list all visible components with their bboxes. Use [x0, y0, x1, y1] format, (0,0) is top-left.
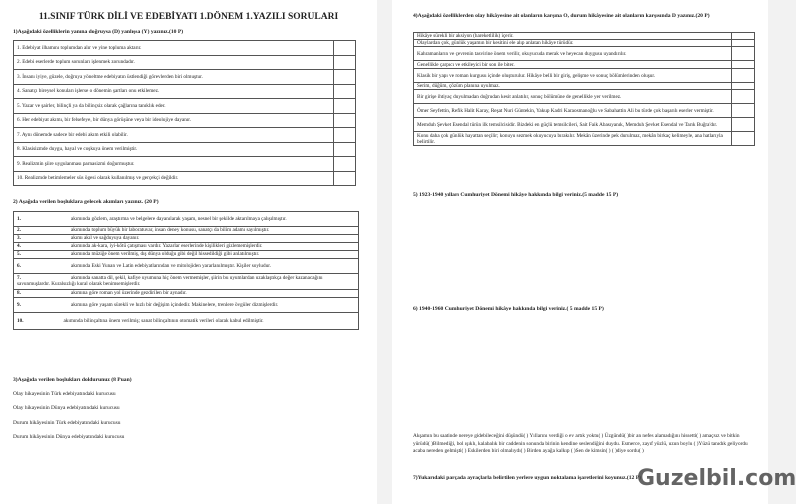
answer-cell[interactable]: [732, 132, 755, 146]
q5-heading: 5) 1923-1940 yılları Cumhuriyet Dönemi hikâye hakkında bilgi veriniz.(5 madde 15 P): [413, 192, 619, 198]
fill-blank-item[interactable]: [14, 312, 359, 329]
q3-list: [13, 391, 124, 448]
statement: Klasik bir yapı ve roman kurgusu içinde oluşturulur. Hikâye belli bir giriş, gelişme ve sonuç bölümlerinden oluşur.: [414, 69, 732, 83]
true-false-table: [13, 40, 356, 186]
item-number: 8.: [17, 290, 21, 296]
item-number: 6.: [17, 262, 21, 269]
fill-blank-item[interactable]: [14, 242, 359, 250]
answer-cell[interactable]: [334, 142, 356, 157]
statement: 7. Aynı dönemde sadece bir edebi akım etkili olabilir.: [14, 128, 334, 143]
answer-cell[interactable]: [334, 99, 356, 114]
statement: 10. Realizmde betimlemeler süs ögesi olarak kullanılmış ve gerçekçi değildir.: [14, 171, 334, 186]
answer-cell[interactable]: [334, 128, 356, 143]
fill-line: Olay hikayesinin Dünya edebiyatındaki kurucusu: [13, 405, 120, 412]
answer-cell[interactable]: [334, 70, 356, 85]
fill-line: Olay hikayesinin Türk edebiyatındaki kurucusu: [13, 391, 116, 397]
item-text: akımında ak-kara, iyi-kötü çatışması vardır. Yazarlar eserlerinde kişilikleri gizlememişlerdir.: [70, 243, 263, 249]
fill-blank-item[interactable]: [14, 297, 359, 312]
item-text: akımında bilinçaltına önem verilmiş; sanat bilinçaltının otomatik verileri olarak kabul edilmiştir.: [63, 317, 264, 324]
fill-blank-item[interactable]: [14, 250, 359, 258]
table-row: [414, 104, 755, 118]
table-row: [14, 273, 359, 289]
table-row: [414, 69, 755, 83]
table-row: [14, 242, 359, 250]
answer-cell[interactable]: [334, 84, 356, 99]
watermark-logo: Guzelbil.com: [637, 466, 796, 491]
table-row: [14, 234, 359, 242]
fill-blank-item[interactable]: [14, 258, 359, 273]
statement: Memduh Şevket Esendal türün ilk temsilcisidir. Bizdeki en güçlü temsilcileri, Sait Faik Abasıyanık, Memduh Şevket Esendal ve Tarık Buğra'dır.: [414, 118, 732, 132]
answer-cell[interactable]: [334, 55, 356, 70]
table-row: [414, 118, 755, 132]
answer-cell[interactable]: [334, 157, 356, 172]
q4-heading: 4)Aşağıdaki özelliklerden olay hikâyesine ait olanların karşına O, durum hikâyesine ait olanların karşısında D yazınız.(20 P): [413, 13, 710, 19]
item-number: 10.: [17, 317, 24, 324]
statement: 8. Klasisizmde duygu, hayal ve coşkuya önem verilmiştir.: [14, 142, 334, 157]
table-row: [14, 128, 356, 143]
item-number: 1.: [17, 215, 21, 222]
table-row: [14, 84, 356, 99]
fill-line: Durum hikâyesinin Dünya edebiyatındaki kurucusu: [13, 433, 125, 440]
answer-cell[interactable]: [732, 40, 755, 47]
answer-cell[interactable]: [732, 83, 755, 90]
statement: Kahramanların ve çevrenin tasvirine önem verilir, okuyucuda merak ve heyecan duygusu uyandırılır.: [414, 47, 732, 61]
statement: 1. Edebiyat ilhamını toplumdan alır ve yine topluma aktarır.: [14, 41, 334, 56]
answer-cell[interactable]: [334, 41, 356, 56]
table-row: [14, 70, 356, 85]
table-row: [14, 250, 359, 258]
exam-title: 11.SINIF TÜRK DİLİ VE EDEBİYATI 1.DÖNEM 1.YAZILI SORULARI: [38, 12, 339, 22]
table-row: [14, 142, 356, 157]
q7-heading: 7)Yukarıdaki parçada ayraçlarla belirtilen yerlere uygun noktalama işaretlerini koyunuz.(12 P): [413, 475, 641, 481]
item-number: 2.: [17, 227, 21, 233]
table-row: [414, 83, 755, 90]
table-row: [414, 90, 755, 104]
statement: Olaylardan çok, günlük yaşamın bir kesitini ele alıp anlatan hikâye türüdür.: [414, 40, 732, 47]
table-row: [414, 61, 755, 69]
answer-cell[interactable]: [732, 104, 755, 118]
statement: 6. Her edebiyat akımı, bir felsefeye, bir dünya görüşüne veya bir ideolojiye dayanır.: [14, 113, 334, 128]
table-row: [14, 226, 359, 234]
answer-cell[interactable]: [732, 61, 755, 69]
table-row: [14, 289, 359, 297]
fill-blank-item[interactable]: [14, 273, 359, 289]
statement: 9. Realizmin şiire uygulanması parnasizmi doğurmuştur.: [14, 157, 334, 172]
item-number: 4.: [17, 243, 21, 249]
statement: 5. Yazar ve şairler, bilinçli ya da bilinçsiz olarak çağlarına tanıklık eder.: [14, 99, 334, 114]
exam-page-2: [392, 0, 796, 504]
item-number: 5.: [17, 251, 21, 257]
fill-blank-item[interactable]: [14, 226, 359, 234]
answer-cell[interactable]: [732, 90, 755, 104]
answer-cell[interactable]: [334, 171, 356, 186]
answer-cell[interactable]: [334, 113, 356, 128]
statement: Hikâye sürekli bir aksiyon (hareketlilik) içerir.: [414, 33, 732, 40]
statement: 4. Sanatçı bireysel konuları işlerse o dönemin şartları onu etkilemez.: [14, 84, 334, 99]
statement: 3. İnsanı iyiye, güzele, doğruya yöneltme edebiyatın üstlendiği görevlerden biri olmuştur.: [14, 70, 334, 85]
table-row: [414, 40, 755, 47]
item-text: akımı akıl ve sağduyuya dayanır.: [70, 235, 140, 241]
statement: Genellikle çarpıcı ve etkileyici bir son ile biter.: [414, 61, 732, 69]
statement: 2. Edebi eserlerde toplum sorunları işlenmek zorundadır.: [14, 55, 334, 70]
table-row: [14, 99, 356, 114]
table-row: [14, 113, 356, 128]
statement: Bir girişe ihtiyaç duyulmadan doğrudan kesit anlatılır, sonuç bölümüne de genellikle yer verilmez.: [414, 90, 732, 104]
table-row: [14, 41, 356, 56]
exam-page-1: [0, 0, 377, 504]
table-row: [414, 47, 755, 61]
table-row: [14, 212, 359, 227]
statement: Konu daha çok günlük hayattan seçilir; konuyu sezmek okuyucuya bırakılır. Mekân üzerinde pek durulmaz, mekân birkaç kelimeyle, ana hatlarıyla belirtilir.: [414, 132, 732, 146]
statement: Serim, düğüm, çözüm planına uyulmaz.: [414, 83, 732, 90]
item-text: akımında toplum büyük bir laboratuvar, insan deney konusu, sanatçı da bilim adamı sayılmıştır.: [70, 227, 270, 233]
fill-blank-item[interactable]: [14, 212, 359, 227]
item-text: akımında Eski Yunan ve Latin edebiyatlarından ve mitolojiden yararlanılmıştır. Kişiler soyludur.: [70, 262, 271, 269]
table-row: [414, 132, 755, 146]
punctuation-paragraph: Akşamın bu saatinde nereye gidebileceğini düşündü( ) Yıllarını verdiği o ev artık yoktu( ) Üzgündü( )bir an nefes alamadığını hissetti( ) amaçsız ve bitkin yürüdü( )Bilmediği, bol ışıklı, kalabalık bir caddenin sonunda birinin kendine seslendiğini duydu. Esmerce, zayıf yüzlü, uzun boylu ( )Yüzü tanıdık geliyordu acaba nereden gelmişti( ) Eskilerden biri olmalıydı( ) Birden ayağa kalkıp ( )Sen de kimsin( ) ( )diye sordu( ): [413, 433, 748, 455]
item-text: akımında gözlem, araştırma ve belgelere dayanılarak yaşam, nesnel bir şekilde aktarılmaya çalışılmıştır.: [70, 215, 287, 222]
answer-cell[interactable]: [732, 118, 755, 132]
table-row: [14, 258, 359, 273]
table-row: [14, 171, 356, 186]
item-text: akımına göre yaşam sürekli ve hızlı bir değişim içindedir. Makinelere, trenlere övgüler dizmişlerdir.: [70, 301, 279, 308]
item-number: 7.: [17, 275, 21, 281]
table-row: [14, 157, 356, 172]
table-row: [414, 33, 755, 40]
item-number: 9.: [17, 301, 21, 308]
story-type-table: [413, 32, 755, 146]
fill-line: Durum hikâyesinin Türk edebiyatındaki kurucusu: [13, 419, 121, 426]
answer-cell[interactable]: [732, 69, 755, 83]
item-number: 3.: [17, 235, 21, 241]
q6-heading: 6) 1940-1960 Cumhuriyet Dönemi hikâye hakkında bilgi veriniz.( 5 madde 15 P): [413, 306, 604, 312]
fill-blank-item[interactable]: [14, 289, 359, 297]
table-row: [14, 55, 356, 70]
item-text: akımında müziğe önem verilmiş, dış dünya olduğu gibi değil hissedildiği gibi anlatılmıştır.: [70, 251, 260, 257]
item-text: akımına göre roman yol üzerinde gezdirilen bir aynadır.: [70, 290, 187, 296]
table-row: [14, 312, 359, 329]
table-row: [14, 297, 359, 312]
fill-blank-item[interactable]: [14, 234, 359, 242]
answer-cell[interactable]: [732, 33, 755, 40]
q3-heading: 3)Aşağıda verilen boşlukları doldurunuz (8 Puan): [13, 377, 132, 383]
fill-blank-table: [13, 211, 359, 330]
q1-heading: 1)Aşağıdaki özelliklerin yanına doğruysa (D) yanlışsa (Y) yazınız.(10 P): [13, 29, 184, 35]
answer-cell[interactable]: [732, 47, 755, 61]
item-text: akımında sanatta dil, şekil, kafiye uyumuna hiç önem vermemişler, şiirin bu uyumlardan uzaklaştıkça değer kazanacağını savunmuşlardır. Kuralsızlığı kural olarak benimsemişlerdir.: [17, 275, 323, 287]
statement: Ömer Seyfettin, Refik Halit Karay, Reşat Nuri Güntekin, Yakup Kadri Karaosmanoğlu ve Sabahattin Ali bu türde çok başarılı eserler vermiştir.: [414, 104, 732, 118]
q2-heading: 2) Aşağıda verilen boşluklara gelecek akımları yazınız. (20 P): [13, 199, 159, 205]
